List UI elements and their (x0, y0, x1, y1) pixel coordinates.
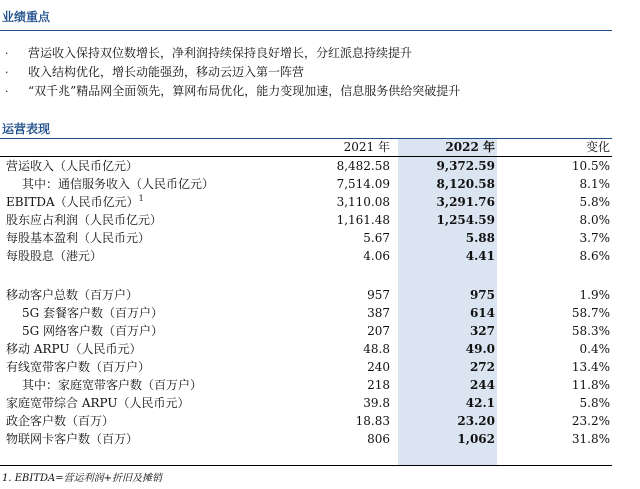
value-2021: 207 (367, 324, 390, 338)
table-row (0, 430, 612, 448)
row-label: EBITDA（人民币亿元） (6, 195, 139, 209)
value-change: 8.6% (579, 249, 610, 263)
table-row (0, 211, 612, 229)
table-row (0, 286, 612, 304)
value-2022: 272 (469, 360, 495, 374)
value-change: 31.8% (571, 432, 610, 446)
table-row (0, 247, 612, 265)
value-change: 5.8% (579, 195, 610, 209)
value-2022: 8,120.58 (436, 177, 495, 191)
row-label: 政企客户数（百万） (6, 414, 115, 428)
column-header-2022: 2022 年 (445, 140, 495, 154)
highlight-text: 收入结构优化，增长动能强劲，移动云迈入第一阵营 (28, 65, 305, 79)
value-change: 58.7% (571, 306, 610, 320)
value-change: 58.3% (571, 324, 610, 338)
highlights-rule (0, 30, 612, 31)
value-change: 8.1% (579, 177, 610, 191)
row-label: 有线宽带客户数（百万户） (6, 360, 151, 374)
value-2021: 18.83 (355, 414, 390, 428)
value-2021: 3,110.08 (336, 195, 390, 209)
table-spacer-row (0, 265, 612, 286)
value-2022: 3,291.76 (436, 195, 495, 209)
row-label: 每股基本盈利（人民币元） (6, 231, 151, 245)
row-label: 其中：家庭宽带客户数（百万户） (22, 378, 203, 392)
table-row (0, 340, 612, 358)
bullet-dot-icon: · (5, 66, 9, 79)
row-label: 营运收入（人民币亿元） (6, 159, 139, 173)
column-header-change: 变化 (585, 140, 610, 154)
value-2022: 23.20 (457, 414, 495, 428)
bullet-dot-icon: · (5, 85, 9, 98)
table-row (0, 394, 612, 412)
row-label: 移动 ARPU（人民币元） (6, 342, 142, 356)
value-change: 8.0% (579, 213, 610, 227)
value-change: 5.8% (579, 396, 610, 410)
value-2021: 7,514.09 (336, 177, 390, 191)
row-label: 其中：通信服务收入（人民币亿元） (22, 177, 215, 191)
table-row (0, 412, 612, 430)
highlight-item (0, 63, 620, 82)
row-label: 物联网卡客户数（百万） (6, 432, 139, 446)
value-change: 3.7% (579, 231, 610, 245)
value-2022: 327 (469, 324, 495, 338)
highlight-text: 营运收入保持双位数增长，净利润持续保持良好增长，分红派息持续提升 (28, 46, 413, 60)
value-2021: 1,161.48 (336, 213, 390, 227)
value-2022: 244 (469, 378, 495, 392)
row-label: 5G 套餐客户数（百万户） (22, 306, 164, 320)
value-change: 10.5% (571, 159, 610, 173)
value-2021: 48.8 (363, 342, 390, 356)
value-2022: 5.88 (465, 231, 495, 245)
value-2021: 5.67 (363, 231, 390, 245)
value-2022: 975 (469, 288, 495, 302)
operations-table (0, 139, 612, 448)
value-2021: 387 (367, 306, 390, 320)
table-header-row (0, 139, 612, 157)
footnote: 1. EBITDA=营运利润+折旧及摊销 (2, 473, 162, 484)
table-row (0, 376, 612, 394)
highlight-item (0, 82, 620, 101)
highlights-list (0, 44, 620, 101)
highlight-text: “双千兆”精品网全面领先，算网布局优化，能力变现加速，信息服务供给突破提升 (28, 84, 461, 98)
value-2022: 614 (469, 306, 495, 320)
table-row (0, 358, 612, 376)
operations-heading: 运营表现 (2, 122, 51, 136)
footnote-marker: 1 (138, 194, 144, 203)
value-2022: 4.41 (465, 249, 495, 263)
value-change: 13.4% (571, 360, 610, 374)
value-2021: 8,482.58 (336, 159, 390, 173)
bullet-dot-icon: · (5, 47, 9, 60)
value-2021: 4.06 (363, 249, 390, 263)
row-label: 家庭宽带综合 ARPU（人民币元） (6, 396, 190, 410)
row-label-wrap (6, 193, 144, 211)
value-2021: 218 (367, 378, 390, 392)
column-header-2021: 2021 年 (343, 140, 390, 154)
value-2022: 9,372.59 (436, 159, 495, 173)
table-row (0, 193, 612, 211)
highlights-heading: 业绩重点 (2, 10, 51, 24)
table-bottom-rule (0, 465, 612, 466)
value-change: 1.9% (579, 288, 610, 302)
value-change: 0.4% (579, 342, 610, 356)
table-row (0, 229, 612, 247)
row-label: 移动客户总数（百万户） (6, 288, 139, 302)
value-change: 11.8% (571, 378, 610, 392)
table-row (0, 304, 612, 322)
row-label: 5G 网络客户数（百万户） (22, 324, 164, 338)
value-2022: 42.1 (465, 396, 495, 410)
value-2021: 39.8 (363, 396, 390, 410)
value-2021: 806 (367, 432, 390, 446)
value-2022: 1,254.59 (436, 213, 495, 227)
value-change: 23.2% (571, 414, 610, 428)
value-2022: 1,062 (457, 432, 495, 446)
table-row (0, 157, 612, 175)
table-row (0, 322, 612, 340)
value-2022: 49.0 (465, 342, 495, 356)
value-2021: 957 (367, 288, 390, 302)
table-row (0, 175, 612, 193)
value-2021: 240 (367, 360, 390, 374)
row-label: 每股股息（港元） (6, 249, 103, 263)
row-label: 股东应占利润（人民币亿元） (6, 213, 163, 227)
highlight-item (0, 44, 620, 63)
